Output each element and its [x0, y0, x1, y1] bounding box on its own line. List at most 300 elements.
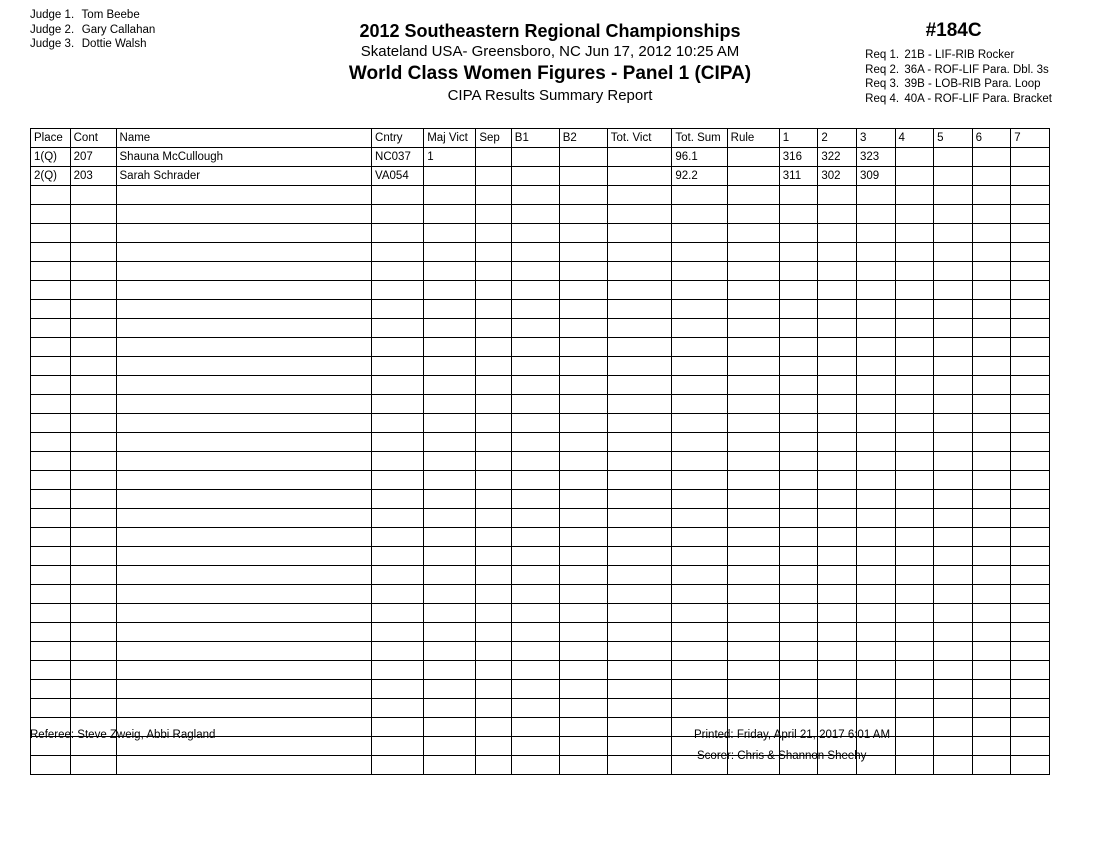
- cell-judge-7: [1011, 167, 1050, 186]
- cell-place: 1(Q): [31, 148, 71, 167]
- cell-empty: [972, 205, 1011, 224]
- cell-empty: [559, 395, 607, 414]
- cell-empty: [511, 623, 559, 642]
- cell-empty: [779, 281, 818, 300]
- cell-empty: [31, 566, 71, 585]
- cell-empty: [856, 376, 895, 395]
- cell-empty: [31, 433, 71, 452]
- cell-empty: [895, 547, 934, 566]
- cell-empty: [511, 756, 559, 775]
- table-row-empty: [31, 224, 1050, 243]
- cell-empty: [607, 680, 672, 699]
- cell-empty: [31, 281, 71, 300]
- cell-empty: [856, 547, 895, 566]
- cell-empty: [727, 585, 779, 604]
- cell-empty: [424, 623, 476, 642]
- cell-empty: [934, 395, 973, 414]
- cell-empty: [934, 376, 973, 395]
- cell-empty: [70, 661, 116, 680]
- cell-empty: [1011, 661, 1050, 680]
- cell-empty: [372, 699, 424, 718]
- cell-empty: [607, 357, 672, 376]
- cell-name: Sarah Schrader: [116, 167, 372, 186]
- cell-empty: [818, 338, 857, 357]
- cell-empty: [672, 509, 727, 528]
- requirement-row: [865, 63, 1052, 78]
- cell-empty: [476, 585, 511, 604]
- table-row-empty: [31, 528, 1050, 547]
- cell-empty: [972, 623, 1011, 642]
- cell-empty: [31, 414, 71, 433]
- cell-empty: [727, 281, 779, 300]
- judge-row: [30, 23, 155, 38]
- cell-empty: [895, 376, 934, 395]
- judge-label: Judge: [30, 23, 62, 36]
- cell-empty: [559, 528, 607, 547]
- cell-empty: [1011, 243, 1050, 262]
- cell-empty: [934, 680, 973, 699]
- cell-empty: [934, 186, 973, 205]
- cell-empty: [607, 300, 672, 319]
- cell-empty: [934, 566, 973, 585]
- cell-empty: [1011, 756, 1050, 775]
- cell-empty: [70, 338, 116, 357]
- cell-empty: [372, 661, 424, 680]
- cell-empty: [672, 623, 727, 642]
- column-header-judge-5: 5: [934, 129, 973, 148]
- cell-empty: [895, 718, 934, 737]
- cell-empty: [672, 281, 727, 300]
- cell-empty: [424, 718, 476, 737]
- cell-empty: [818, 319, 857, 338]
- cell-empty: [607, 224, 672, 243]
- cell-empty: [779, 642, 818, 661]
- cell-empty: [372, 737, 424, 756]
- cell-empty: [424, 281, 476, 300]
- cell-empty: [972, 319, 1011, 338]
- cell-empty: [116, 433, 372, 452]
- requirement-text: 21B - LIF-RIB Rocker: [904, 49, 1015, 61]
- cell-empty: [1011, 604, 1050, 623]
- cell-empty: [972, 680, 1011, 699]
- cell-empty: [856, 414, 895, 433]
- cell-empty: [116, 585, 372, 604]
- cell-empty: [779, 585, 818, 604]
- cell-empty: [70, 623, 116, 642]
- cell-empty: [1011, 490, 1050, 509]
- cell-empty: [607, 547, 672, 566]
- cell-empty: [559, 376, 607, 395]
- table-row-empty: [31, 471, 1050, 490]
- cell-empty: [424, 205, 476, 224]
- cell-empty: [70, 376, 116, 395]
- table-row-empty: [31, 414, 1050, 433]
- cell-judge-4: [895, 148, 934, 167]
- cell-empty: [607, 243, 672, 262]
- cell-empty: [372, 224, 424, 243]
- cell-empty: [934, 281, 973, 300]
- cell-empty: [511, 737, 559, 756]
- cell-empty: [607, 395, 672, 414]
- column-header-judge-1: 1: [779, 129, 818, 148]
- cell-empty: [70, 547, 116, 566]
- cell-empty: [934, 699, 973, 718]
- cell-empty: [672, 547, 727, 566]
- cell-empty: [818, 642, 857, 661]
- cell-empty: [607, 281, 672, 300]
- column-header-judge-2: 2: [818, 129, 857, 148]
- requirement-text: 39B - LOB-RIB Para. Loop: [904, 78, 1041, 90]
- cell-empty: [895, 566, 934, 585]
- cell-empty: [31, 547, 71, 566]
- table-row-empty: [31, 262, 1050, 281]
- print-info: [694, 728, 890, 764]
- cell-empty: [511, 300, 559, 319]
- cell-empty: [895, 205, 934, 224]
- cell-empty: [424, 376, 476, 395]
- cell-empty: [607, 376, 672, 395]
- cell-empty: [972, 528, 1011, 547]
- cell-empty: [372, 604, 424, 623]
- cell-empty: [116, 357, 372, 376]
- cell-empty: [116, 376, 372, 395]
- cell-empty: [424, 490, 476, 509]
- cell-empty: [70, 433, 116, 452]
- cell-empty: [972, 357, 1011, 376]
- cell-empty: [476, 471, 511, 490]
- cell-empty: [1011, 452, 1050, 471]
- cell-empty: [476, 224, 511, 243]
- cell-judge-1: 311: [779, 167, 818, 186]
- cell-empty: [511, 528, 559, 547]
- cell-empty: [856, 224, 895, 243]
- cell-empty: [779, 452, 818, 471]
- cell-empty: [511, 699, 559, 718]
- cell-empty: [31, 642, 71, 661]
- cell-empty: [856, 186, 895, 205]
- cell-empty: [818, 414, 857, 433]
- cell-empty: [607, 186, 672, 205]
- cell-empty: [372, 376, 424, 395]
- cell-empty: [895, 490, 934, 509]
- cell-maj-vict: 1: [424, 148, 476, 167]
- cell-empty: [972, 414, 1011, 433]
- column-header-b2: B2: [559, 129, 607, 148]
- cell-empty: [511, 338, 559, 357]
- cell-empty: [1011, 718, 1050, 737]
- cell-empty: [934, 300, 973, 319]
- cell-empty: [559, 319, 607, 338]
- cell-empty: [31, 471, 71, 490]
- cell-empty: [779, 414, 818, 433]
- cell-empty: [934, 243, 973, 262]
- cell-empty: [70, 300, 116, 319]
- cell-empty: [727, 433, 779, 452]
- column-header-rule: Rule: [727, 129, 779, 148]
- cell-empty: [972, 376, 1011, 395]
- cell-empty: [70, 452, 116, 471]
- cell-empty: [559, 547, 607, 566]
- cell-empty: [31, 338, 71, 357]
- cell-empty: [476, 357, 511, 376]
- table-row-empty: [31, 357, 1050, 376]
- cell-empty: [424, 661, 476, 680]
- cell-judge-2: 322: [818, 148, 857, 167]
- cell-empty: [559, 452, 607, 471]
- cell-empty: [818, 357, 857, 376]
- cell-empty: [559, 604, 607, 623]
- table-row-empty: [31, 395, 1050, 414]
- cell-empty: [672, 376, 727, 395]
- cell-empty: [1011, 281, 1050, 300]
- cell-empty: [856, 680, 895, 699]
- cell-empty: [856, 585, 895, 604]
- cell-empty: [779, 395, 818, 414]
- cell-empty: [818, 186, 857, 205]
- cell-empty: [70, 205, 116, 224]
- cell-empty: [607, 756, 672, 775]
- cell-empty: [727, 319, 779, 338]
- cell-empty: [895, 395, 934, 414]
- cell-empty: [727, 376, 779, 395]
- cell-empty: [1011, 737, 1050, 756]
- cell-empty: [511, 680, 559, 699]
- column-header-judge-4: 4: [895, 129, 934, 148]
- cell-empty: [727, 547, 779, 566]
- cell-empty: [372, 300, 424, 319]
- cell-empty: [895, 604, 934, 623]
- cell-empty: [372, 433, 424, 452]
- cell-judge-7: [1011, 148, 1050, 167]
- cell-empty: [511, 604, 559, 623]
- judge-name: Gary Callahan: [81, 23, 156, 36]
- cell-empty: [972, 604, 1011, 623]
- cell-empty: [607, 699, 672, 718]
- cell-empty: [31, 604, 71, 623]
- cell-empty: [607, 737, 672, 756]
- cell-empty: [779, 699, 818, 718]
- cell-empty: [70, 642, 116, 661]
- cell-empty: [727, 338, 779, 357]
- cell-empty: [934, 224, 973, 243]
- cell-empty: [1011, 357, 1050, 376]
- cell-tot-sum: 96.1: [672, 148, 727, 167]
- cell-empty: [672, 642, 727, 661]
- cell-empty: [116, 699, 372, 718]
- column-header-cont: Cont: [70, 129, 116, 148]
- judge-row: [30, 37, 155, 52]
- cell-empty: [895, 528, 934, 547]
- cell-empty: [424, 300, 476, 319]
- cell-empty: [116, 661, 372, 680]
- cell-empty: [372, 395, 424, 414]
- cell-empty: [818, 623, 857, 642]
- cell-empty: [70, 566, 116, 585]
- cell-empty: [476, 319, 511, 338]
- cell-empty: [559, 756, 607, 775]
- cell-empty: [972, 509, 1011, 528]
- cell-empty: [1011, 414, 1050, 433]
- cell-empty: [972, 433, 1011, 452]
- cell-empty: [727, 205, 779, 224]
- column-header-place: Place: [31, 129, 71, 148]
- cell-empty: [607, 319, 672, 338]
- cell-empty: [895, 756, 934, 775]
- cell-empty: [856, 319, 895, 338]
- table-row-empty: [31, 604, 1050, 623]
- referee-line: Referee: Steve Zweig, Abbi Ragland: [30, 729, 216, 741]
- table-row-empty: [31, 566, 1050, 585]
- cell-empty: [607, 433, 672, 452]
- cell-empty: [895, 300, 934, 319]
- cell-empty: [476, 699, 511, 718]
- cell-empty: [70, 604, 116, 623]
- cell-empty: [31, 376, 71, 395]
- cell-empty: [779, 205, 818, 224]
- cell-empty: [559, 718, 607, 737]
- cell-empty: [559, 243, 607, 262]
- table-row-empty: [31, 756, 1050, 775]
- column-header-judge-3: 3: [856, 129, 895, 148]
- cell-empty: [607, 661, 672, 680]
- cell-empty: [476, 642, 511, 661]
- cell-empty: [818, 566, 857, 585]
- cell-empty: [476, 452, 511, 471]
- cell-empty: [672, 661, 727, 680]
- cell-empty: [895, 262, 934, 281]
- report-subtitle: CIPA Results Summary Report: [447, 87, 653, 104]
- cell-tot-vict: [607, 167, 672, 186]
- cell-empty: [116, 224, 372, 243]
- cell-b1: [511, 148, 559, 167]
- cell-empty: [424, 471, 476, 490]
- cell-empty: [70, 186, 116, 205]
- column-header-b1: B1: [511, 129, 559, 148]
- cell-empty: [895, 243, 934, 262]
- cell-empty: [856, 566, 895, 585]
- cell-empty: [934, 756, 973, 775]
- cell-empty: [424, 433, 476, 452]
- cell-judge-2: 302: [818, 167, 857, 186]
- cell-empty: [856, 623, 895, 642]
- cell-empty: [1011, 547, 1050, 566]
- cell-empty: [856, 642, 895, 661]
- cell-empty: [727, 186, 779, 205]
- cell-empty: [856, 604, 895, 623]
- cell-empty: [972, 490, 1011, 509]
- cell-empty: [895, 661, 934, 680]
- cell-empty: [779, 262, 818, 281]
- requirement-label: Req 1.: [865, 49, 900, 61]
- cell-cont: 203: [70, 167, 116, 186]
- cell-empty: [607, 338, 672, 357]
- cell-empty: [972, 300, 1011, 319]
- cell-empty: [116, 471, 372, 490]
- cell-empty: [779, 224, 818, 243]
- cell-empty: [511, 205, 559, 224]
- cell-empty: [779, 186, 818, 205]
- cell-empty: [818, 528, 857, 547]
- cell-empty: [372, 414, 424, 433]
- cell-empty: [424, 509, 476, 528]
- cell-empty: [1011, 319, 1050, 338]
- cell-empty: [424, 547, 476, 566]
- cell-empty: [895, 319, 934, 338]
- cell-empty: [818, 471, 857, 490]
- scorer-line: Scorer: Chris & Shannon Sheehy: [697, 750, 867, 762]
- cell-empty: [672, 205, 727, 224]
- cell-empty: [607, 490, 672, 509]
- cell-empty: [1011, 186, 1050, 205]
- cell-empty: [70, 509, 116, 528]
- cell-empty: [818, 433, 857, 452]
- cell-empty: [818, 376, 857, 395]
- cell-empty: [607, 414, 672, 433]
- cell-judge-3: 323: [856, 148, 895, 167]
- cell-empty: [856, 205, 895, 224]
- cell-empty: [607, 642, 672, 661]
- cell-empty: [972, 281, 1011, 300]
- judge-row: [30, 8, 155, 23]
- cell-empty: [31, 395, 71, 414]
- cell-empty: [672, 357, 727, 376]
- cell-empty: [856, 452, 895, 471]
- cell-tot-sum: 92.2: [672, 167, 727, 186]
- cell-empty: [895, 433, 934, 452]
- cell-empty: [116, 319, 372, 338]
- cell-empty: [31, 224, 71, 243]
- cell-empty: [511, 490, 559, 509]
- cell-empty: [476, 680, 511, 699]
- cell-empty: [511, 566, 559, 585]
- cell-empty: [424, 680, 476, 699]
- cell-empty: [476, 338, 511, 357]
- cell-empty: [372, 623, 424, 642]
- cell-empty: [476, 490, 511, 509]
- cell-empty: [818, 585, 857, 604]
- table-row-empty: [31, 699, 1050, 718]
- cell-empty: [559, 566, 607, 585]
- cell-empty: [779, 243, 818, 262]
- cell-empty: [372, 642, 424, 661]
- cell-empty: [476, 281, 511, 300]
- cell-empty: [672, 680, 727, 699]
- cell-empty: [727, 699, 779, 718]
- table-header-row: [31, 129, 1050, 148]
- cell-empty: [934, 623, 973, 642]
- cell-empty: [31, 262, 71, 281]
- cell-empty: [972, 547, 1011, 566]
- cell-empty: [424, 756, 476, 775]
- cell-sep: [476, 148, 511, 167]
- cell-empty: [559, 224, 607, 243]
- cell-empty: [895, 699, 934, 718]
- cell-empty: [559, 300, 607, 319]
- cell-empty: [70, 262, 116, 281]
- cell-empty: [424, 585, 476, 604]
- cell-empty: [779, 528, 818, 547]
- event-title: World Class Women Figures - Panel 1 (CIPA): [348, 63, 752, 84]
- cell-empty: [372, 319, 424, 338]
- cell-empty: [476, 528, 511, 547]
- table-row-empty: [31, 642, 1050, 661]
- cell-empty: [559, 281, 607, 300]
- cell-empty: [972, 262, 1011, 281]
- cell-empty: [607, 528, 672, 547]
- cell-empty: [511, 281, 559, 300]
- cell-empty: [779, 604, 818, 623]
- cell-empty: [476, 262, 511, 281]
